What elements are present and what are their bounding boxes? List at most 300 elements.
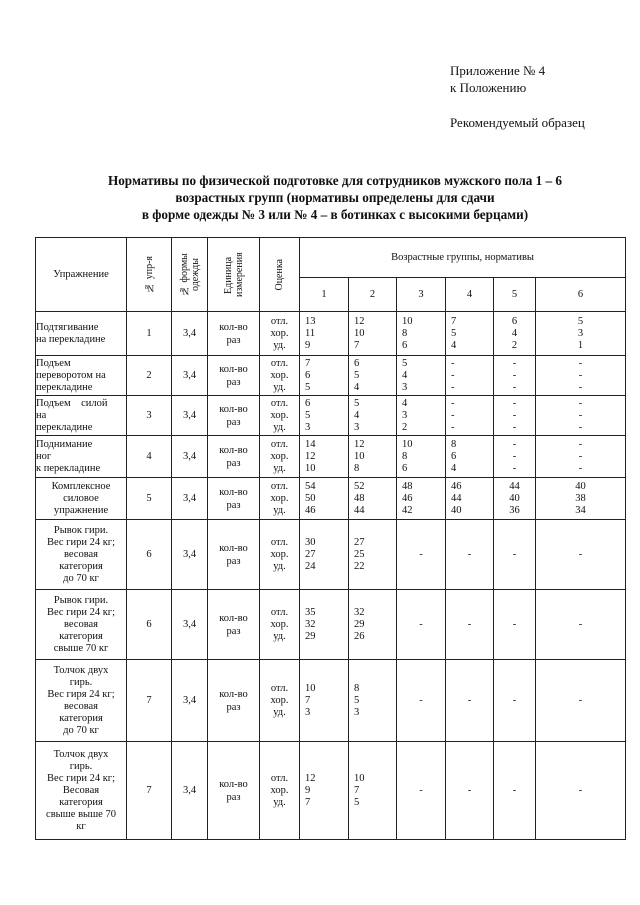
group-4-values [446,356,494,396]
norm-value: - [512,397,517,409]
norm-value: - [512,450,517,462]
grade-label: уд. [273,560,286,572]
exercise-number: 2 [127,356,172,396]
exercise-name-line: Рывок гири. [53,594,109,606]
header-group-1: 1 [300,278,349,312]
norm-value: 3 [577,327,584,339]
norm-value: 40 [575,480,586,492]
norm-value: 11 [305,327,316,339]
table-row [36,396,626,436]
norm-value: 8 [354,682,360,694]
exercise-name [36,356,127,396]
group-4-values [446,742,494,840]
exercise-name [36,590,127,660]
group-6-values [536,436,626,478]
exercise-name-line: Вес гиря 24 кг; [47,688,115,700]
exercise-name [36,520,127,590]
grade-label: уд. [273,630,286,642]
norm-value: 34 [575,504,586,516]
exercise-name-line: Вес гири 24 кг; [46,772,116,784]
uniform-number: 3,4 [172,520,208,590]
table-row [36,436,626,478]
unit-line: раз [226,334,241,346]
sample-label: Рекомендуемый образец [450,115,585,130]
unit-line: раз [226,457,241,469]
norm-value: - [419,548,423,560]
grade-label: отл. [270,772,289,784]
group-4-values [446,660,494,742]
norm-value: - [578,381,583,393]
group-1-values [300,590,349,660]
group-2-values [349,742,397,840]
norm-value: 7 [354,784,360,796]
norm-value: - [578,357,583,369]
appendix-number: Приложение № 4 [450,63,546,78]
unit-line: раз [226,791,241,803]
norm-value: 30 [305,536,316,548]
norm-value: 36 [509,504,520,516]
norm-value: 4 [402,369,408,381]
norm-value: - [512,548,517,560]
header-exercise: Упражнение [36,238,127,312]
exercise-name-line: Подъем силой [36,397,108,409]
norm-value: 13 [305,315,316,327]
norm-value: 46 [305,504,316,516]
exercise-number: 1 [127,312,172,356]
measurement-unit [208,520,260,590]
norm-value: 14 [305,438,316,450]
exercise-name-line: кг [76,820,86,832]
exercise-number: 3 [127,396,172,436]
norm-value: 12 [305,450,316,462]
norm-value: - [451,357,455,369]
exercise-name-line: к перекладине [36,462,101,474]
norm-value: - [467,548,472,560]
exercise-name-line: упражнение [53,504,109,516]
norm-value: 5 [354,694,360,706]
grade-label: отл. [270,357,289,369]
exercise-name-line: Толчок двух [53,664,109,676]
norm-value: 46 [451,480,462,492]
norm-value: - [578,369,583,381]
exercise-number: 6 [127,520,172,590]
group-1-values [300,478,349,520]
norm-value: 3 [402,381,408,393]
header-group-5: 5 [494,278,536,312]
exercise-name-line: свыше 70 кг [53,642,109,654]
group-4-values [446,436,494,478]
header-grade: Оценка [260,238,300,312]
norm-value: 38 [575,492,586,504]
group-1-values [300,312,349,356]
grade-labels [260,478,300,520]
exercise-name-line: до 70 кг [63,572,99,584]
measurement-unit [208,396,260,436]
group-1-values [300,436,349,478]
grade-labels [260,396,300,436]
header-group-3: 3 [397,278,446,312]
grade-label: уд. [273,339,286,351]
group-2-values [349,520,397,590]
exercise-name-line: Вес гири 24 кг; [46,536,116,548]
group-2-values [349,356,397,396]
norm-value: - [512,381,517,393]
exercise-name-line: весовая [63,548,99,560]
unit-line: кол-во [219,688,248,700]
uniform-number: 3,4 [172,436,208,478]
norm-value: 3 [354,421,360,433]
exercise-name-line: весовая [63,700,99,712]
grade-label: отл. [270,397,289,409]
group-5-values [494,312,536,356]
norm-value: 44 [354,504,365,516]
group-4-values [446,520,494,590]
norm-value: 40 [451,504,462,516]
norm-value: - [578,409,583,421]
grade-labels [260,660,300,742]
group-6-values [536,742,626,840]
grade-label: отл. [270,606,289,618]
norm-value: 7 [305,694,311,706]
uniform-number: 3,4 [172,312,208,356]
exercise-name-line: переворотом на [36,369,106,381]
norm-value: 5 [451,327,457,339]
norm-value: - [512,694,517,706]
group-5-values [494,590,536,660]
unit-line: раз [226,416,241,428]
exercise-number: 7 [127,660,172,742]
measurement-unit [208,436,260,478]
group-5-values [494,478,536,520]
norm-value: 52 [354,480,365,492]
norm-value: - [451,421,455,433]
norm-value: 6 [402,339,408,351]
exercise-name-line: гирь. [69,676,93,688]
norm-value: 22 [354,560,365,572]
grade-label: хор. [270,618,289,630]
norm-value: 25 [354,548,365,560]
norm-value: - [419,784,423,796]
group-4-values [446,590,494,660]
group-6-values [536,660,626,742]
grade-label: хор. [270,409,289,421]
norm-value: 1 [577,339,584,351]
norm-value: 4 [451,339,457,351]
norm-value: 7 [354,339,360,351]
unit-line: кол-во [219,778,248,790]
norm-value: - [578,548,583,560]
norm-value: 3 [305,706,311,718]
header-exercise-number: № упр-я [127,238,172,312]
grade-label: уд. [273,504,286,516]
document-header [450,62,585,131]
group-3-values [397,520,446,590]
exercise-name-line: Поднимание [36,438,93,450]
norm-value: 4 [511,327,518,339]
uniform-number: 3,4 [172,590,208,660]
norm-value: 9 [305,339,311,351]
uniform-number: 3,4 [172,396,208,436]
norm-value: 26 [354,630,365,642]
table-row [36,520,626,590]
exercise-name-line: категория [59,796,103,808]
measurement-unit [208,478,260,520]
exercise-number: 5 [127,478,172,520]
norm-value: 44 [509,480,520,492]
norm-value: - [467,784,472,796]
norm-value: 46 [402,492,413,504]
norm-value: 7 [305,796,311,808]
group-1-values [300,396,349,436]
norm-value: - [467,694,472,706]
exercise-name-line: перекладине [36,381,93,393]
norm-value: 5 [577,315,584,327]
norm-value: - [467,618,472,630]
grade-label: уд. [273,462,286,474]
norm-value: 5 [354,369,360,381]
exercise-name-line: категория [59,560,103,572]
norm-value: 8 [354,462,360,474]
unit-line: кол-во [219,363,248,375]
norm-value: 6 [402,462,408,474]
group-2-values [349,396,397,436]
norm-value: - [578,397,583,409]
norm-value: 6 [354,357,360,369]
document-title [40,172,630,223]
group-2-values [349,312,397,356]
grade-label: хор. [270,369,289,381]
uniform-number: 3,4 [172,742,208,840]
exercise-name-line: на [36,409,47,421]
appendix-reference: к Положению [450,80,527,95]
group-3-values [397,660,446,742]
norm-value: 48 [354,492,365,504]
norm-value: 2 [511,339,518,351]
norm-value: 27 [305,548,316,560]
norm-value: 50 [305,492,316,504]
grade-labels [260,356,300,396]
group-4-values [446,396,494,436]
group-5-values [494,520,536,590]
header-uniform-number: № формы одежды [172,238,208,312]
norm-value: - [578,784,583,796]
table-row [36,312,626,356]
grade-labels [260,742,300,840]
grade-label: хор. [270,548,289,560]
norm-value: 8 [402,327,408,339]
uniform-number: 3,4 [172,660,208,742]
table-row [36,742,626,840]
norm-value: 29 [354,618,365,630]
norm-value: 12 [354,315,365,327]
grade-label: хор. [270,492,289,504]
uniform-number: 3,4 [172,478,208,520]
norm-value: - [512,462,517,474]
exercise-name [36,436,127,478]
norm-value: 6 [451,450,457,462]
norm-value: - [419,694,423,706]
table-row [36,590,626,660]
unit-line: раз [226,499,241,511]
exercise-name [36,742,127,840]
norm-value: 3 [402,409,408,421]
norm-value: 2 [402,421,408,433]
unit-line: раз [226,555,241,567]
norm-value: - [512,409,517,421]
grade-label: хор. [270,694,289,706]
unit-line: кол-во [219,321,248,333]
exercise-name-line: силовое [63,492,99,504]
measurement-unit [208,312,260,356]
exercise-name-line: до 70 кг [63,724,99,736]
group-3-values [397,312,446,356]
norm-value: 4 [354,409,360,421]
group-2-values [349,660,397,742]
norm-value: 7 [451,315,457,327]
norm-value: 10 [305,462,316,474]
table-row [36,478,626,520]
norm-value: - [512,784,517,796]
norm-value: 24 [305,560,316,572]
group-3-values [397,590,446,660]
header-age-groups: Возрастные группы, нормативы [300,238,626,278]
measurement-unit [208,660,260,742]
norm-value: 4 [354,381,360,393]
exercise-name-line: Подъем [36,357,71,369]
norm-value: - [578,421,583,433]
group-2-values [349,590,397,660]
title-line-3: в форме одежды № 3 или № 4 – в ботинках с высокими берцами) [141,207,529,222]
grade-label: хор. [270,327,289,339]
norm-value: - [578,694,583,706]
exercise-name-line: Рывок гири. [53,524,109,536]
title-line-2: возрастных групп (нормативы определены для сдачи [175,190,495,205]
norm-value: 6 [305,369,311,381]
norm-value: 27 [354,536,365,548]
exercise-name-line: категория [59,712,103,724]
measurement-unit [208,742,260,840]
norm-value: 8 [402,450,408,462]
norm-value: 10 [402,315,413,327]
norm-value: 7 [305,357,311,369]
measurement-unit [208,590,260,660]
grade-labels [260,590,300,660]
norm-value: 32 [305,618,316,630]
grade-label: хор. [270,784,289,796]
norm-value: 5 [305,381,311,393]
group-6-values [536,312,626,356]
group-5-values [494,660,536,742]
group-4-values [446,312,494,356]
exercise-name-line: свыше выше 70 [46,808,116,820]
norm-value: - [512,369,517,381]
norm-value: - [451,381,455,393]
unit-line: кол-во [219,444,248,456]
unit-line: кол-во [219,486,248,498]
group-4-values [446,478,494,520]
exercise-name-line: Комплексное [51,480,111,492]
unit-line: кол-во [219,403,248,415]
grade-labels [260,520,300,590]
table-body [36,312,626,840]
norm-value: 42 [402,504,413,516]
group-6-values [536,590,626,660]
group-1-values [300,356,349,396]
norm-value: - [451,409,455,421]
header-group-2: 2 [349,278,397,312]
grade-label: отл. [270,682,289,694]
unit-line: кол-во [219,542,248,554]
exercise-number: 7 [127,742,172,840]
group-6-values [536,356,626,396]
group-3-values [397,396,446,436]
norm-value: 3 [305,421,311,433]
exercise-name [36,312,127,356]
norm-value: 6 [305,397,311,409]
norm-value: - [578,618,583,630]
norm-value: - [451,369,455,381]
norm-value: 35 [305,606,316,618]
grade-label: уд. [273,381,286,393]
norm-value: - [419,618,423,630]
norm-value: 5 [402,357,408,369]
norm-value: 9 [305,784,311,796]
grade-label: отл. [270,315,289,327]
group-2-values [349,478,397,520]
exercise-number: 6 [127,590,172,660]
norm-value: 40 [509,492,520,504]
group-5-values [494,396,536,436]
title-line-1: Нормативы по физической подготовке для сотрудников мужского пола 1 – 6 [107,173,563,188]
group-6-values [536,396,626,436]
norm-value: 10 [354,450,365,462]
exercise-name-line: гирь. [69,760,93,772]
norm-value: 44 [451,492,462,504]
grade-label: хор. [270,450,289,462]
group-1-values [300,742,349,840]
grade-label: отл. [270,536,289,548]
group-3-values [397,742,446,840]
grade-labels [260,436,300,478]
norm-value: 32 [354,606,365,618]
exercise-name [36,396,127,436]
norm-value: 29 [305,630,316,642]
grade-label: отл. [270,438,289,450]
group-6-values [536,478,626,520]
norm-value: 10 [354,327,365,339]
exercise-number: 4 [127,436,172,478]
table-row [36,660,626,742]
unit-line: кол-во [219,612,248,624]
norm-value: 48 [402,480,413,492]
norm-value: - [578,450,583,462]
header-unit: Единица измерения [208,238,260,312]
norm-value: 5 [354,796,360,808]
norm-value: - [578,462,583,474]
group-3-values [397,356,446,396]
group-5-values [494,742,536,840]
norm-value: 5 [354,397,360,409]
exercise-name-line: Весовая [62,784,100,796]
norm-value: - [512,357,517,369]
norm-value: - [451,397,455,409]
norm-value: 6 [511,315,518,327]
norm-value: - [512,438,517,450]
exercise-name [36,660,127,742]
table-row [36,356,626,396]
exercise-name-line: Подтягивание [36,321,99,333]
norm-value: 4 [402,397,408,409]
